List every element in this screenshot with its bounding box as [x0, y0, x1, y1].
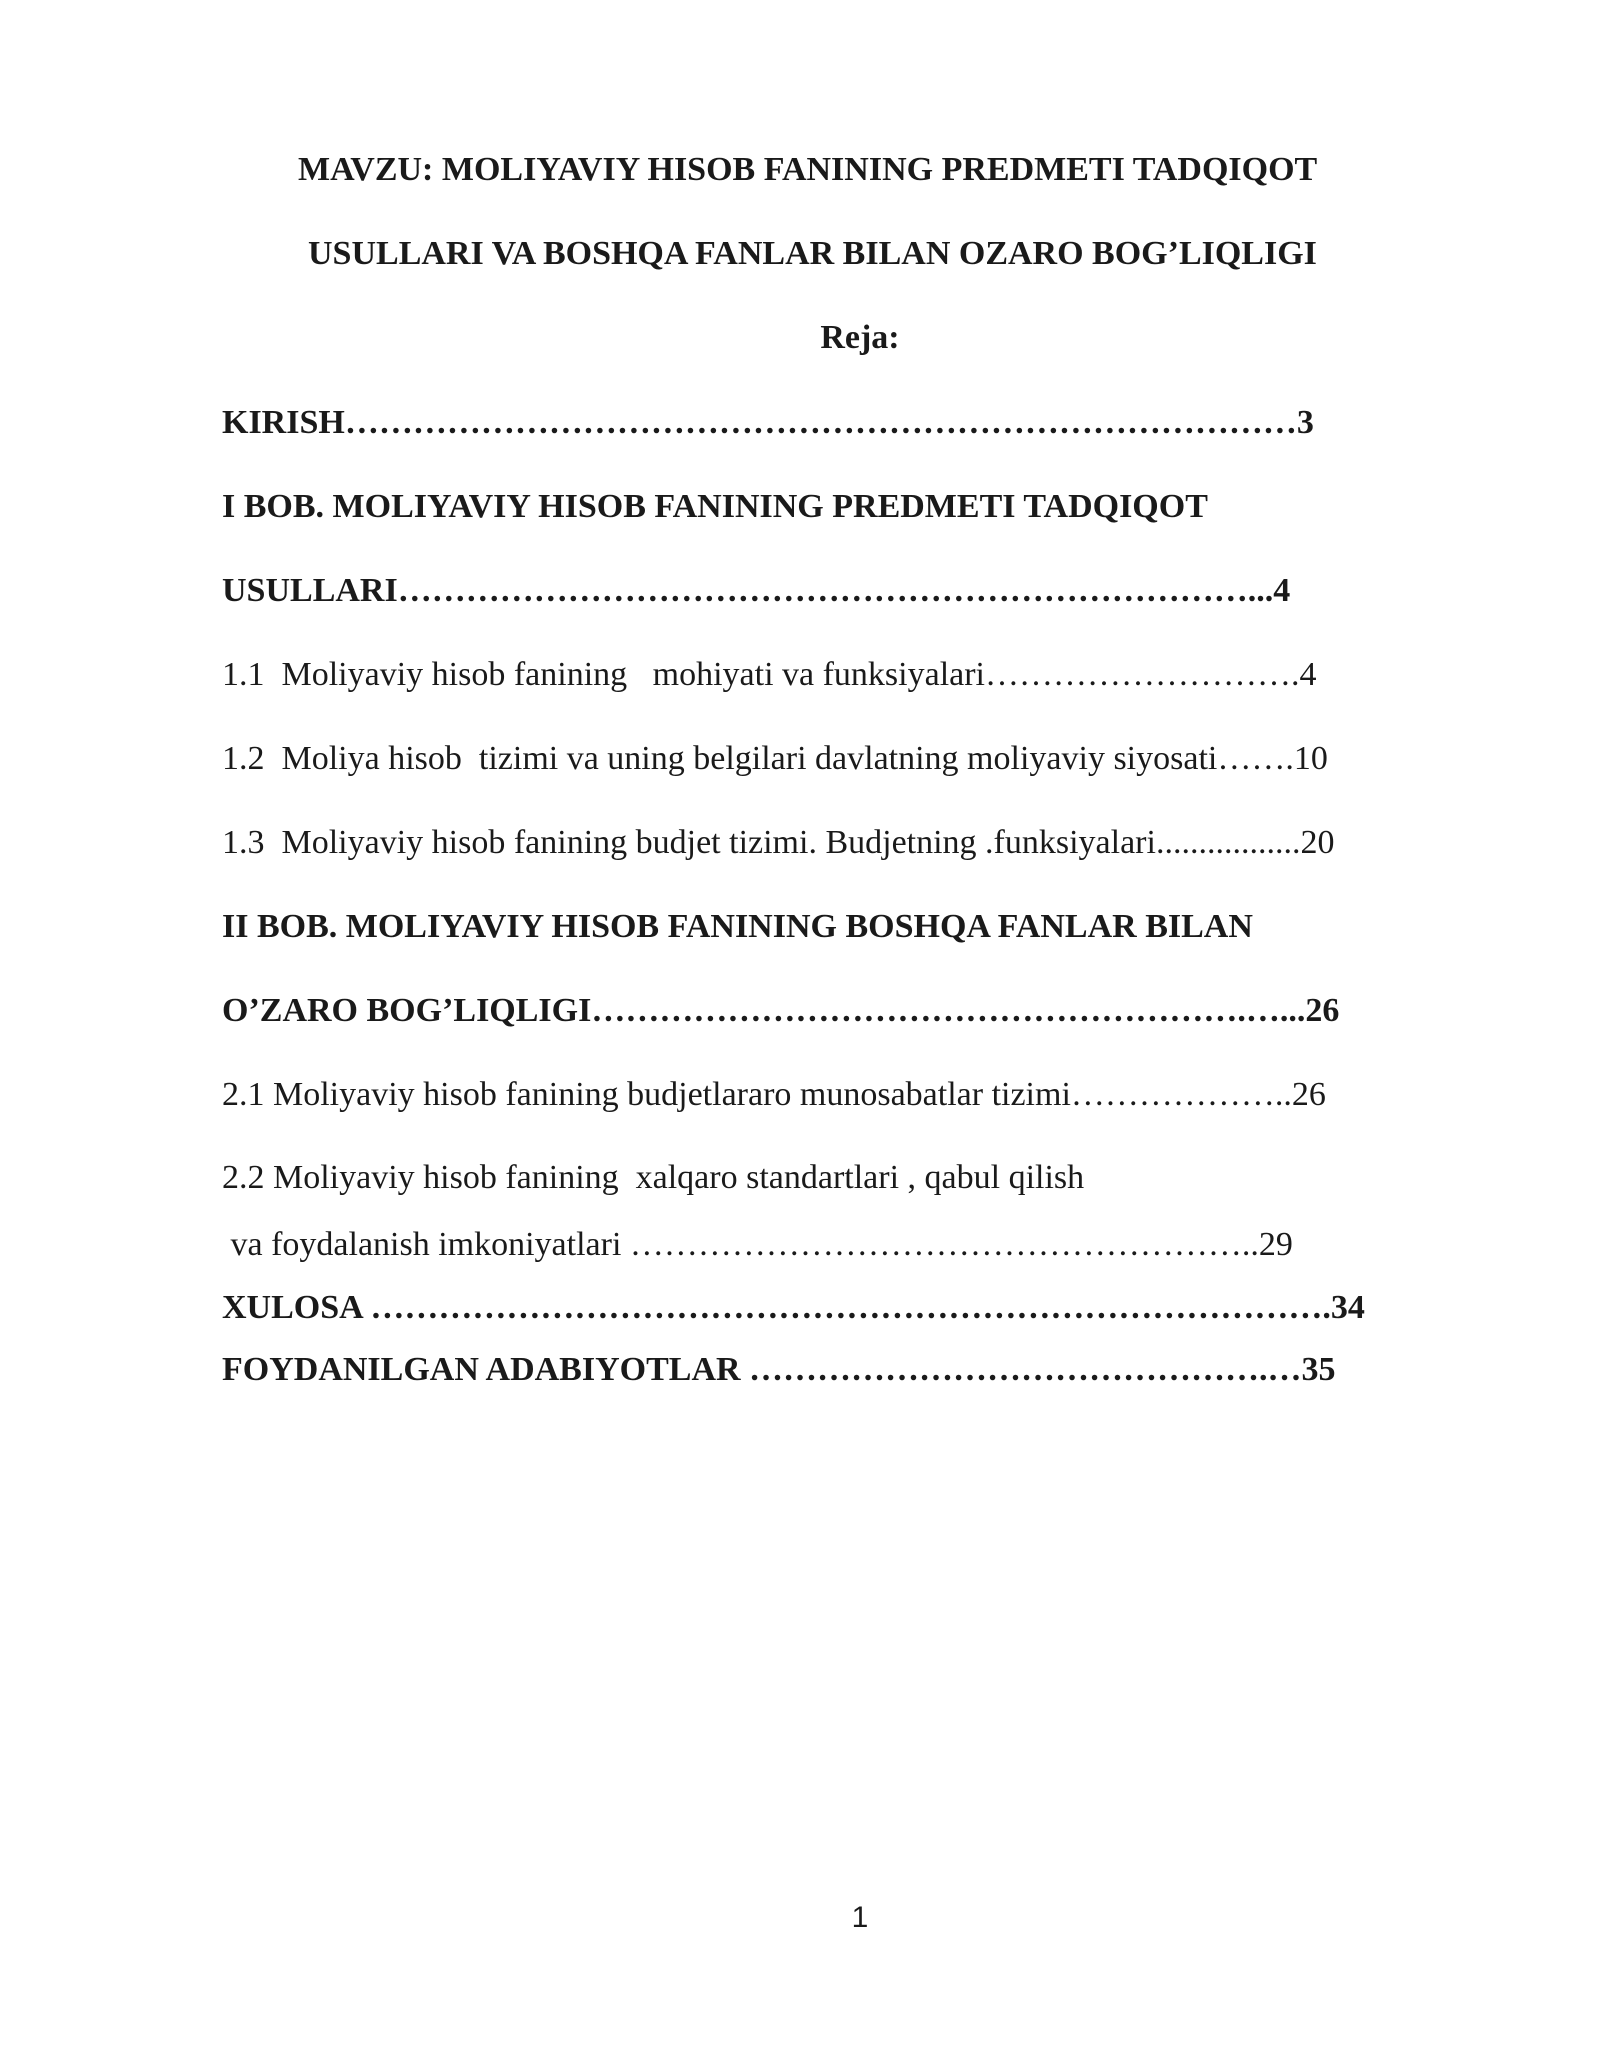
toc-entry-section-2-2-line-1: 2.2 Moliyaviy hisob fanining xalqaro standartlari , qabul qilish	[222, 1159, 1085, 1196]
toc-entry-xulosa: XULOSA ………………………………………………………………………….34	[222, 1289, 1365, 1326]
toc-entry-section-1-3: 1.3 Moliyaviy hisob fanining budjet tizimi. Budjetning .funksiyalari.................20	[222, 824, 1335, 861]
toc-entry-kirish: KIRISH…………………………………………………………………………3	[222, 404, 1314, 441]
document-title-line-1: MAVZU: MOLIYAVIY HISOB FANINING PREDMETI TADQIQOT	[298, 151, 1318, 188]
toc-entry-chapter-2-line-1: II BOB. MOLIYAVIY HISOB FANINING BOSHQA FANLAR BILAN	[222, 908, 1253, 945]
toc-entry-section-1-2: 1.2 Moliya hisob tizimi va uning belgilari davlatning moliyaviy siyosati…….10	[222, 740, 1328, 777]
toc-entry-section-2-1: 2.1 Moliyaviy hisob fanining budjetlararo munosabatlar tizimi………………..26	[222, 1076, 1326, 1113]
toc-entry-section-1-1: 1.1 Moliyaviy hisob fanining mohiyati va funksiyalari……………………….4	[222, 656, 1317, 693]
toc-entry-adabiyotlar: FOYDANILGAN ADABIYOTLAR ……………………………………….…35	[222, 1351, 1336, 1388]
plan-heading: Reja:	[820, 319, 900, 356]
toc-entry-chapter-1-line-1: I BOB. MOLIYAVIY HISOB FANINING PREDMETI TADQIQOT	[222, 488, 1208, 525]
toc-entry-section-2-2-line-2: va foydalanish imkoniyatlari ………………………………………………..29	[222, 1226, 1293, 1263]
toc-entry-chapter-2-line-2: O’ZARO BOG’LIQLIGI………………………………………………….…...26	[222, 992, 1340, 1029]
document-title-line-2: USULLARI VA BOSHQA FANLAR BILAN OZARO BOG’LIQLIGI	[308, 235, 1317, 272]
page-number: 1	[851, 1901, 869, 1934]
toc-entry-chapter-1-line-2: USULLARI…………………………………………………………………...4	[222, 572, 1291, 609]
